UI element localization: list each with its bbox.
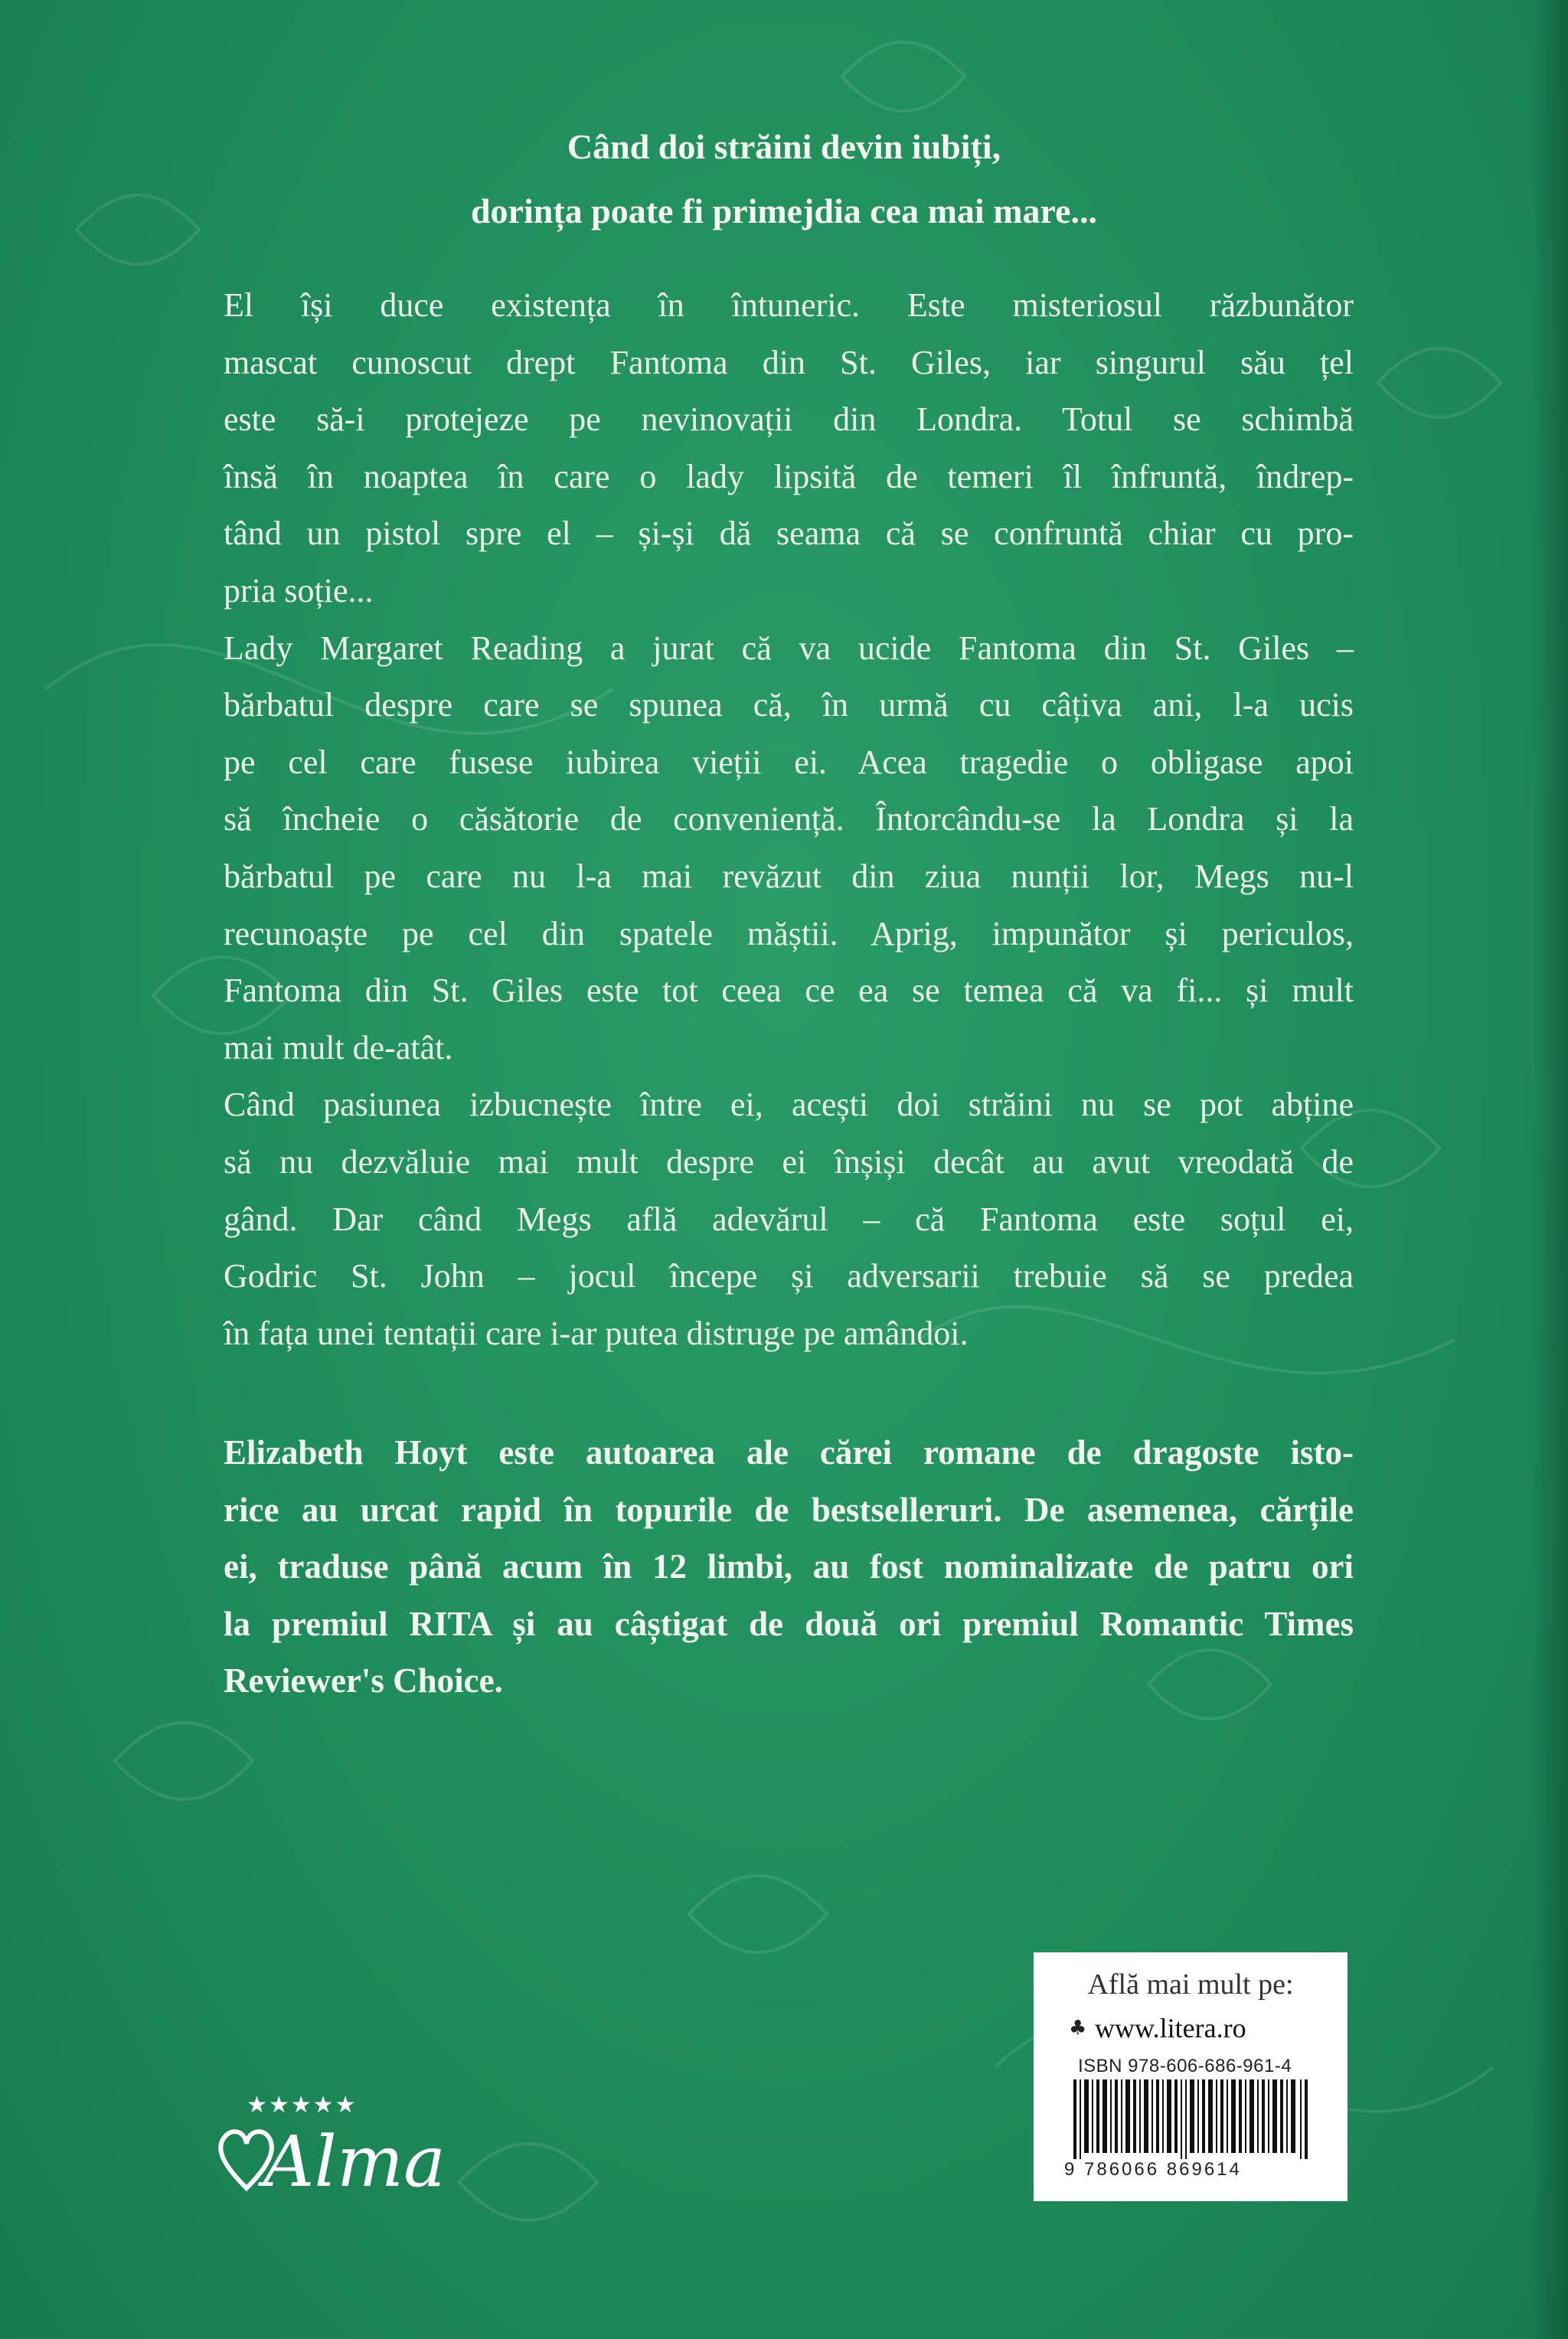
synopsis-line: mascat cunoscut drept Fantoma din St. Giles, iar singurul său țel: [224, 343, 1354, 381]
synopsis-line: bărbatul despre care se spunea că, în urmă cu câțiva ani, l-a ucis: [224, 686, 1354, 724]
synopsis-line: este să-i protejeze pe nevinovații din Londra. Totul se schimbă: [224, 400, 1354, 439]
synopsis-line: tând un pistol spre el – și-și dă seama că se confruntă chiar cu pro-: [224, 515, 1354, 553]
synopsis-line: Când pasiunea izbucnește între ei, acești doi străini nu se pot abține: [224, 1086, 1354, 1124]
isbn-text: ISBN 978-606-686-961-4: [1078, 2056, 1292, 2076]
barcode-heading: Află mai mult pe:: [1087, 1968, 1294, 2001]
bio-line: Elizabeth Hoyt este autoarea ale cărei romane de dragoste isto-: [224, 1433, 1354, 1472]
publisher-logo: [216, 2092, 446, 2222]
synopsis-line: pria soție...: [224, 571, 374, 609]
tagline: [0, 115, 1568, 243]
synopsis-line: Lady Margaret Reading a jurat că va ucide Fantoma din St. Giles –: [224, 629, 1354, 667]
bio-line: la premiul RITA și au câștigat de două ori premiul Romantic Times: [224, 1604, 1354, 1643]
synopsis-line: bărbatul pe care nu l-a mai revăzut din ziua nunții lor, Megs nu-l: [224, 857, 1354, 895]
bio-line: rice au urcat rapid în topurile de bestselleruri. De asemenea, cărțile: [224, 1490, 1354, 1529]
barcode-digits: 9 786066 869614: [1064, 2159, 1242, 2180]
website-link[interactable]: www.litera.ro: [1095, 2013, 1246, 2043]
synopsis-line: El își duce existența în întuneric. Este misteriosul răzbunător: [224, 286, 1354, 324]
litera-logo-icon: ♣: [1069, 2017, 1087, 2040]
synopsis-line: Godric St. John – jocul începe și adversarii trebuie să se predea: [224, 1257, 1354, 1295]
logo-stars: ★★★★★: [247, 2092, 358, 2118]
barcode-box: [1034, 1952, 1348, 2201]
tagline-line: Când doi străini devin iubiți,: [567, 127, 1001, 166]
logo-text: Alma: [263, 2121, 446, 2203]
synopsis-line: pe cel care fusese iubirea vieții ei. Acea tragedie o obligase apoi: [224, 743, 1354, 781]
synopsis-line: recunoaște pe cel din spatele măștii. Aprig, impunător și periculos,: [224, 914, 1354, 952]
synopsis-line: gând. Dar când Megs află adevărul – că Fantoma este soțul ei,: [224, 1200, 1354, 1238]
synopsis-line: în fața unei tentații care i-ar putea distruge pe amândoi.: [224, 1314, 969, 1352]
synopsis-line: să încheie o căsătorie de conveniență. Întorcându-se la Londra și la: [224, 800, 1354, 838]
bio-line: Reviewer's Choice.: [224, 1661, 503, 1700]
spine-shadow: [1531, 0, 1568, 2339]
author-bio: [224, 1424, 1354, 1710]
tagline-line: dorința poate fi primejdia cea mai mare...: [470, 191, 1098, 230]
synopsis-line: însă în noaptea în care o lady lipsită de temeri îl înfruntă, îndrep-: [224, 457, 1354, 495]
bio-line: ei, traduse până acum în 12 limbi, au fost nominalizate de patru ori: [224, 1547, 1354, 1586]
synopsis-text: [224, 277, 1354, 1362]
synopsis-line: să nu dezvăluie mai mult despre ei înșiși decât au avut vreodată de: [224, 1142, 1354, 1181]
synopsis-line: Fantoma din St. Giles este tot ceea ce ea se temea că va fi... și mult: [224, 972, 1354, 1010]
synopsis-line: mai mult de-atât.: [224, 1028, 453, 1067]
barcode-icon: [1073, 2079, 1311, 2159]
